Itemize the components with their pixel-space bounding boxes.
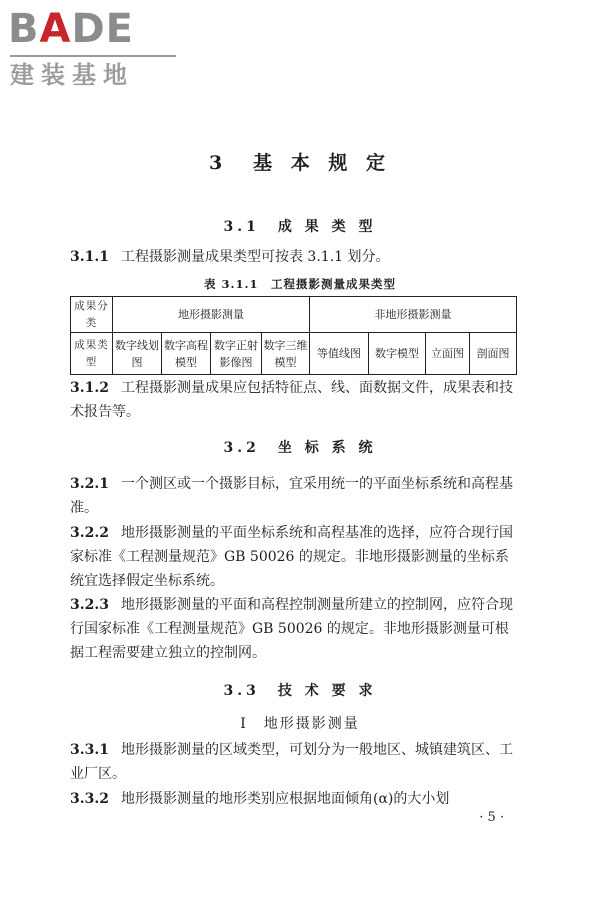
table-cell: 数字模型 — [369, 333, 426, 375]
non-terrain-group-header: 非地形摄影测量 — [310, 297, 517, 333]
table-cell: 数字正射影像图 — [211, 333, 262, 375]
section-3-1-title: 3.1 成 果 类 型 — [223, 219, 377, 235]
logo-accent-letter: A — [39, 6, 72, 52]
clause-3-3-2: 3.3.2 地形摄影测量的地形类别应根据地面倾角(α)的大小划 — [70, 791, 450, 807]
type-row-label: 成果类型 — [71, 333, 113, 375]
clause-3-1-1: 3.1.1 工程摄影测量成果类型可按表 3.1.1 划分。 — [70, 249, 390, 265]
section-3-2-title: 3.2 坐 标 系 统 — [223, 440, 377, 456]
table-caption: 表 3.1.1 工程摄影测量成果类型 — [203, 277, 396, 291]
terrain-group-header: 地形摄影测量 — [113, 297, 310, 333]
table-cell: 立面图 — [426, 333, 470, 375]
logo-divider — [10, 55, 176, 57]
table-cell: 数字高程模型 — [162, 333, 211, 375]
chapter-title: 3 基 本 规 定 — [208, 152, 392, 174]
table-cell: 剖面图 — [470, 333, 517, 375]
clause-3-2-3: 3.2.3 地形摄影测量的平面和高程控制测量所建立的控制网，应符合现行国家标准《工程测量规范》GB 50026 的规定。非地形摄影测量可根据工程需要建立独立的控制网。 — [70, 597, 513, 661]
clause-3-1-2: 3.1.2 工程摄影测量成果应包括特征点、线、面数据文件，成果表和技术报告等。 — [70, 380, 513, 420]
logo-brand-text: BADE — [8, 6, 134, 52]
clause-3-3-1: 3.3.1 地形摄影测量的区域类型，可划分为一般地区、城镇建筑区、工业厂区。 — [70, 742, 513, 782]
table-cell: 等值线图 — [310, 333, 369, 375]
page-number: · 5 · — [479, 810, 504, 825]
subsection-terrain-photogrammetry: Ⅰ 地形摄影测量 — [240, 716, 360, 732]
row-header-label: 成果分类 — [71, 297, 113, 333]
clause-3-2-2: 3.2.2 地形摄影测量的平面坐标系统和高程基准的选择，应符合现行国家标准《工程测量规范》GB 50026 的规定。非地形摄影测量的坐标系统宜选择假定坐标系统。 — [70, 525, 513, 589]
logo-subtitle: 建装基地 — [10, 61, 134, 89]
section-3-3-title: 3.3 技 术 要 求 — [223, 683, 377, 699]
result-types-table — [70, 296, 517, 375]
table-cell: 数字线划图 — [113, 333, 162, 375]
clause-3-2-1: 3.2.1 一个测区或一个摄影目标，宜采用统一的平面坐标系统和高程基准。 — [70, 476, 513, 516]
table-cell: 数字三维模型 — [262, 333, 310, 375]
bade-logo — [8, 4, 178, 94]
